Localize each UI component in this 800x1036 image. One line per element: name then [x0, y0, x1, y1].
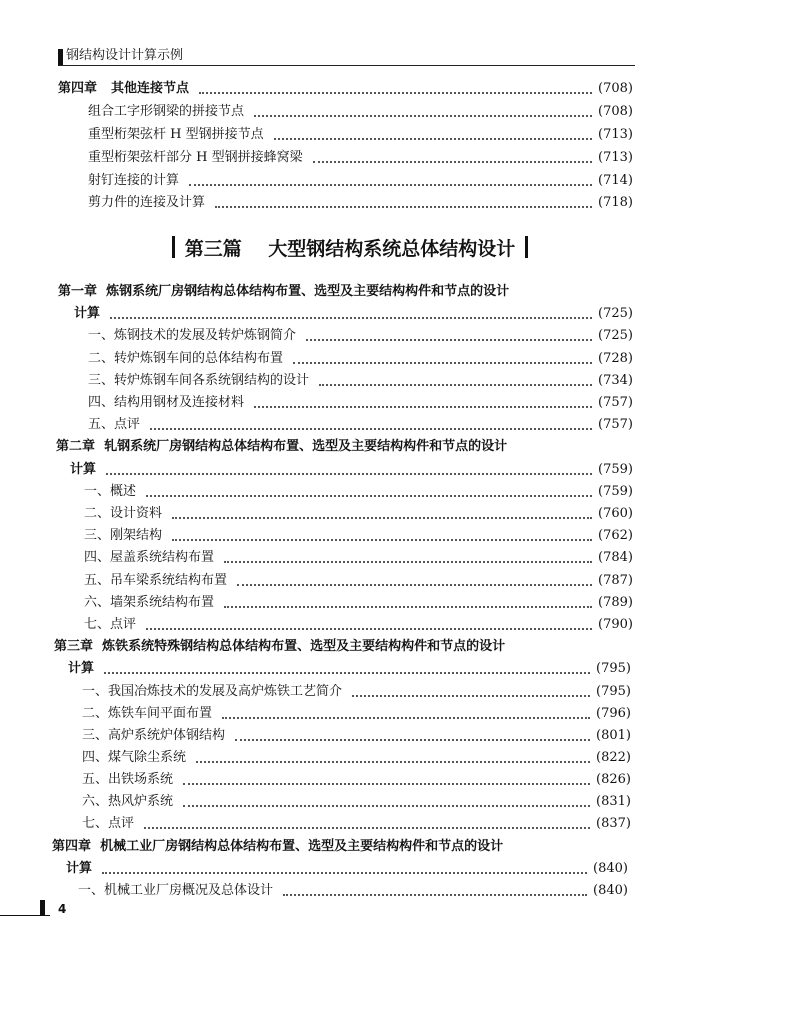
page-ref: (840) [593, 861, 628, 876]
dot-leader [274, 138, 592, 140]
entry-title: 组合工字形钢梁的拼接节点 [88, 104, 245, 119]
toc-entry-row[interactable] [0, 481, 800, 501]
chapter-cont: 计算 [66, 861, 93, 876]
entry-title: 重型桁架弦杆 H 型钢拼接节点 [88, 127, 264, 142]
dot-leader [313, 161, 592, 163]
running-title: 钢结构设计计算示例 [66, 48, 184, 63]
dot-leader [189, 184, 592, 186]
dot-leader [146, 628, 592, 630]
dot-leader [319, 384, 592, 386]
entry-title: 七、点评 [84, 617, 137, 632]
toc-chapter-cont-row[interactable] [0, 459, 800, 479]
part-label: 第三篇 [184, 237, 242, 260]
toc-entry-row[interactable] [0, 414, 800, 434]
dot-leader [102, 872, 587, 874]
header-rule [58, 65, 635, 66]
dot-leader [306, 339, 592, 341]
entry-title: 一、炼钢技术的发展及转炉炼钢简介 [88, 328, 297, 343]
toc-entry-row[interactable] [0, 392, 800, 412]
entry-title: 一、我国冶炼技术的发展及高炉炼铁工艺简介 [82, 684, 343, 699]
header-bar-mark [58, 49, 63, 65]
dot-leader [224, 561, 592, 563]
entry-title: 四、结构用钢材及连接材料 [88, 395, 245, 410]
toc-entry-row[interactable] [0, 703, 800, 723]
toc-entry-row[interactable] [0, 170, 800, 190]
entry-title: 二、转炉炼钢车间的总体结构布置 [88, 351, 284, 366]
toc-entry-row[interactable] [0, 348, 800, 368]
page-ref: (708) [598, 81, 633, 96]
toc-entry-row[interactable] [0, 791, 800, 811]
toc-entry-row[interactable] [0, 101, 800, 121]
toc-chapter-title-row[interactable] [0, 281, 800, 301]
toc-chapter-title-row[interactable] [0, 436, 800, 456]
toc-entry-row[interactable] [0, 681, 800, 701]
chapter-heading: 第三章 炼铁系统特殊钢结构总体结构布置、选型及主要结构构件和节点的设计 [54, 639, 506, 654]
page-ref: (837) [596, 816, 631, 831]
page-ref: (784) [598, 550, 633, 565]
page-ref: (713) [598, 127, 633, 142]
entry-title: 七、点评 [82, 816, 135, 831]
page-ref: (795) [596, 661, 631, 676]
page-ref: (796) [596, 706, 631, 721]
entry-title: 二、炼铁车间平面布置 [82, 706, 213, 721]
chapter-cont: 计算 [70, 462, 97, 477]
entry-title: 重型桁架弦杆部分 H 型钢拼接蜂窝梁 [88, 150, 303, 165]
dot-leader [146, 495, 592, 497]
entry-title: 剪力件的连接及计算 [88, 195, 206, 210]
dot-leader [222, 717, 590, 719]
page-ref: (728) [598, 351, 633, 366]
entry-title: 二、设计资料 [84, 506, 163, 521]
dot-leader [104, 672, 590, 674]
page-ref: (831) [596, 794, 631, 809]
toc-chapter-cont-row[interactable] [0, 858, 800, 878]
toc-entry-row[interactable] [0, 570, 800, 590]
page-ref: (822) [596, 750, 631, 765]
entry-title: 五、点评 [88, 417, 141, 432]
part-heading [150, 233, 550, 261]
dot-leader [254, 406, 592, 408]
dot-leader [293, 362, 592, 364]
page-ref: (826) [596, 772, 631, 787]
toc-chapter-row[interactable] [0, 78, 800, 98]
page-ref: (714) [598, 173, 633, 188]
dot-leader [237, 584, 592, 586]
footer-mark [40, 900, 45, 916]
toc-entry-row[interactable] [0, 503, 800, 523]
page-ref: (762) [598, 528, 633, 543]
dot-leader [283, 894, 587, 896]
page-ref: (757) [598, 417, 633, 432]
toc-chapter-cont-row[interactable] [0, 658, 800, 678]
entry-title: 射钉连接的计算 [88, 173, 180, 188]
toc-entry-row[interactable] [0, 747, 800, 767]
chapter-heading: 第四章 其他连接节点 [58, 81, 190, 96]
toc-chapter-cont-row[interactable] [0, 303, 800, 323]
dot-leader [199, 92, 592, 94]
page-ref: (725) [598, 328, 633, 343]
dot-leader [196, 761, 590, 763]
page-ref: (718) [598, 195, 633, 210]
entry-title: 三、高炉系统炉体钢结构 [82, 728, 226, 743]
toc-entry-row[interactable] [0, 370, 800, 390]
page-ref: (759) [598, 462, 633, 477]
page-ref: (759) [598, 484, 633, 499]
dot-leader [172, 517, 592, 519]
dot-leader [224, 606, 592, 608]
chapter-heading: 第四章 机械工业厂房钢结构总体结构布置、选型及主要结构构件和节点的设计 [52, 839, 504, 854]
page-ref: (708) [598, 104, 633, 119]
toc-chapter-title-row[interactable] [0, 836, 800, 856]
dot-leader [215, 206, 592, 208]
chapter-heading: 第二章 轧钢系统厂房钢结构总体结构布置、选型及主要结构构件和节点的设计 [56, 439, 508, 454]
dot-leader [254, 115, 592, 117]
dot-leader [150, 428, 592, 430]
toc-entry-row[interactable] [0, 880, 800, 900]
page-ref: (713) [598, 150, 633, 165]
entry-title: 一、概述 [84, 484, 137, 499]
chapter-cont: 计算 [68, 661, 95, 676]
entry-title: 三、转炉炼钢车间各系统钢结构的设计 [88, 373, 310, 388]
dot-leader [352, 695, 590, 697]
toc-entry-row[interactable] [0, 325, 800, 345]
toc-entry-row[interactable] [0, 192, 800, 212]
entry-title: 四、屋盖系统结构布置 [84, 550, 215, 565]
dot-leader [110, 317, 592, 319]
page-ref: (795) [596, 684, 631, 699]
page-ref: (789) [598, 595, 633, 610]
entry-title: 六、热风炉系统 [82, 794, 174, 809]
page-number: 4 [58, 902, 67, 916]
part-title: 大型钢结构系统总体结构设计 [268, 237, 516, 260]
page-ref: (760) [598, 506, 633, 521]
chapter-heading: 第一章 炼钢系统厂房钢结构总体结构布置、选型及主要结构构件和节点的设计 [58, 284, 510, 299]
entry-title: 五、出铁场系统 [82, 772, 174, 787]
toc-entry-row[interactable] [0, 769, 800, 789]
part-heading-bar-right [525, 236, 528, 258]
page-ref: (801) [596, 728, 631, 743]
toc-entry-row[interactable] [0, 725, 800, 745]
dot-leader [183, 783, 590, 785]
entry-title: 六、墙架系统结构布置 [84, 595, 215, 610]
toc-entry-row[interactable] [0, 592, 800, 612]
toc-entry-row[interactable] [0, 525, 800, 545]
toc-entry-row[interactable] [0, 614, 800, 634]
toc-entry-row[interactable] [0, 813, 800, 833]
entry-title: 五、吊车梁系统结构布置 [84, 573, 228, 588]
part-heading-bar-left [172, 236, 175, 258]
dot-leader [106, 473, 592, 475]
page-ref: (790) [598, 617, 633, 632]
page-ref: (734) [598, 373, 633, 388]
page-ref: (787) [598, 573, 633, 588]
page-ref: (840) [593, 883, 628, 898]
dot-leader [235, 739, 590, 741]
dot-leader [144, 827, 590, 829]
entry-title: 四、煤气除尘系统 [82, 750, 187, 765]
toc-entry-row[interactable] [0, 547, 800, 567]
entry-title: 一、机械工业厂房概况及总体设计 [78, 883, 274, 898]
page-ref: (757) [598, 395, 633, 410]
dot-leader [183, 805, 590, 807]
toc-entry-row[interactable] [0, 124, 800, 144]
entry-title: 三、刚架结构 [84, 528, 163, 543]
page-ref: (725) [598, 306, 633, 321]
toc-entry-row[interactable] [0, 147, 800, 167]
dot-leader [172, 539, 592, 541]
chapter-cont: 计算 [74, 306, 101, 321]
toc-chapter-title-row[interactable] [0, 636, 800, 656]
